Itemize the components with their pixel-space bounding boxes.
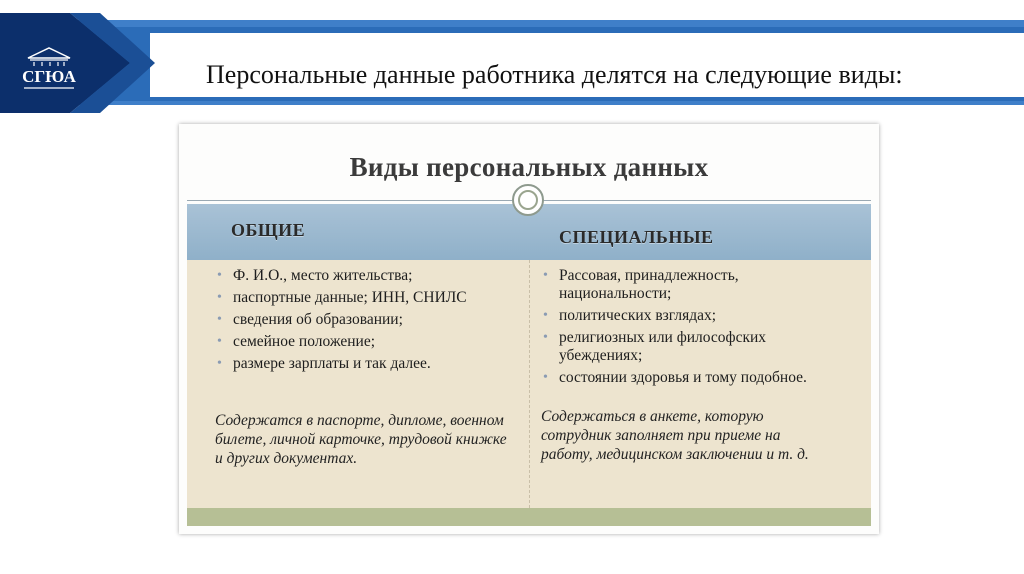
logo-text: СГЮА [22,67,76,86]
general-data-list [215,267,505,377]
card-title: Виды персональных данных [349,152,709,182]
general-data-note: Содержатся в паспорте, дипломе, военном билете, личной карточке, трудовой книжке и других документах. [215,412,507,467]
column-heading-special: СПЕЦИАЛЬНЫЕ [559,227,714,247]
list-item: • семейное положение; [217,333,376,350]
bullet-icon: • [217,268,222,283]
bullet-icon: • [543,268,548,283]
bullet-icon: • [543,370,548,385]
bullet-icon: • [543,308,548,323]
list-item: • политических взглядах; [543,307,717,324]
list-item: • размере зарплаты и так далее. [217,355,431,372]
list-item: • состоянии здоровья и тому подобное. [543,369,807,386]
bullet-icon: • [543,330,548,345]
list-item: • сведения об образовании; [217,311,403,328]
column-divider [529,260,530,508]
column-heading-general: ОБЩИЕ [231,220,306,240]
special-data-list [541,267,841,391]
bullet-icon: • [217,312,222,327]
personal-data-card [179,124,879,534]
bullet-icon: • [217,356,222,371]
circle-ornament-icon [512,184,544,216]
slide-title: Персональные данные работника делятся на следующие виды: [206,60,903,89]
list-item: • Рассовая, принадлежность, национальности; [543,267,739,302]
list-item: • паспортные данные; ИНН, СНИЛС [217,289,467,306]
footer-band [187,508,871,526]
special-data-note: Содержаться в анкете, которую сотрудник заполняет при приеме на работу, медицинском заключении и т. д. [541,408,809,463]
bullet-icon: • [217,290,222,305]
list-item: • религиозных или философских убеждениях; [543,329,767,364]
list-item: • Ф. И.О., место жительства; [217,267,413,284]
bullet-icon: • [217,334,222,349]
